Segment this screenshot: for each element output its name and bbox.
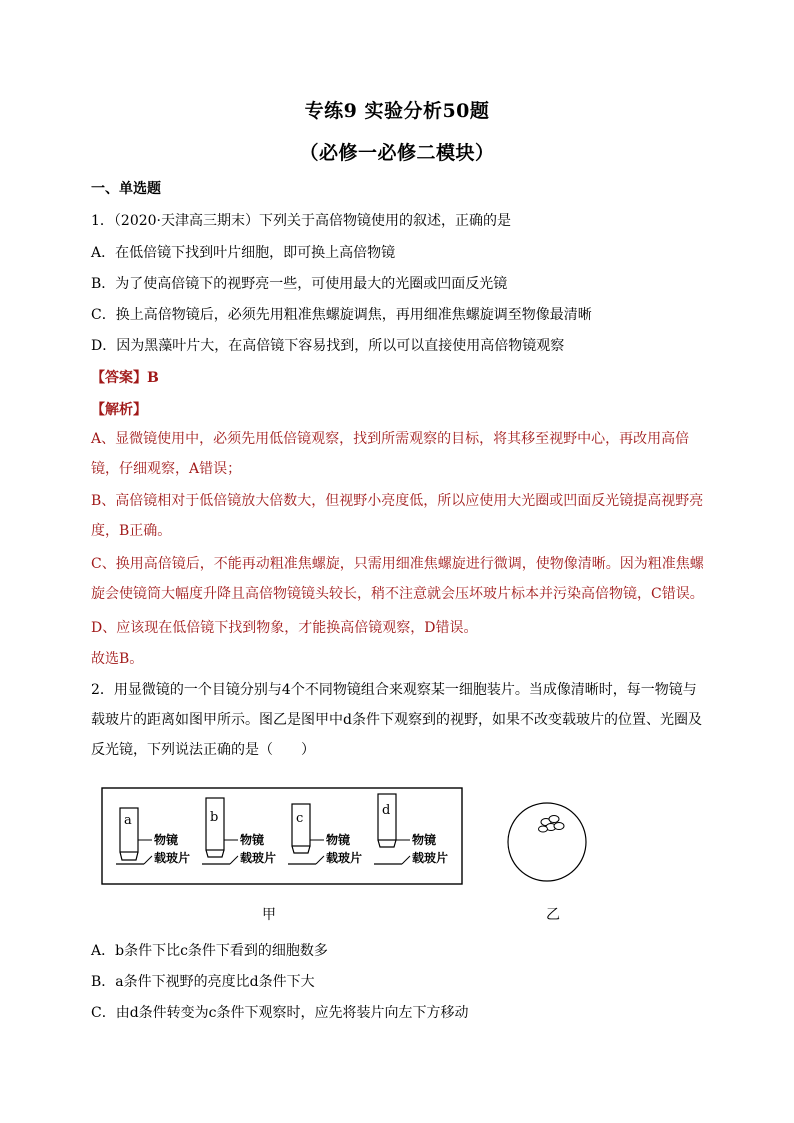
question-2-option-a: A．b条件下比c条件下看到的细胞数多 xyxy=(91,943,328,959)
question-1-analysis-label: 【解析】 xyxy=(91,402,147,418)
document-subtitle: （必修一必修二模块） xyxy=(299,142,495,164)
question-1-option-a: A．在低倍镜下找到叶片细胞，即可换上高倍物镜 xyxy=(91,245,396,261)
caption-yi: 乙 xyxy=(546,907,560,923)
document-title: 专练9 实验分析50题 xyxy=(304,100,490,122)
analysis-paragraph-c: C、换用高倍镜后，不能再动粗准焦螺旋，只需用细准焦螺旋进行微调，使物像清晰。因为粗准焦螺旋会使镜筒大幅度升降且高倍物镜镜头较长，稍不注意就会压坏玻片标本并污染高倍物镜，C错误。 xyxy=(91,556,704,602)
analysis-paragraph-b: B、高倍镜相对于低倍镜放大倍数大，但视野小亮度低，所以应使用大光圈或凹面反光镜提高视野亮度，B正确。 xyxy=(91,493,704,539)
objective-b xyxy=(202,798,238,864)
analysis-paragraph-a: A、显微镜使用中，必须先用低倍镜观察，找到所需观察的目标，将其移至视野中心，再改用高倍镜，仔细观察，A错误； xyxy=(91,431,690,477)
objective-a xyxy=(116,808,152,864)
lens-label-b: 物镜 xyxy=(240,833,265,847)
analysis-conclusion: 故选B。 xyxy=(91,651,144,667)
question-2-option-c: C．由d条件转变为c条件下观察时，应先将装片向左下方移动 xyxy=(91,1005,469,1021)
lens-label-c: 物镜 xyxy=(326,833,351,847)
lens-letter-d: d xyxy=(382,803,391,818)
lens-label-d: 物镜 xyxy=(412,833,437,847)
objective-c xyxy=(288,804,324,864)
slide-label-c: 载玻片 xyxy=(326,851,363,865)
slide-label-d: 载玻片 xyxy=(412,851,449,865)
caption-jia: 甲 xyxy=(262,907,276,923)
slide-label-b: 载玻片 xyxy=(240,851,277,865)
lens-label-a: 物镜 xyxy=(154,833,179,847)
question-2-option-b: B．a条件下视野的亮度比d条件下大 xyxy=(91,974,315,990)
objective-d xyxy=(374,794,410,864)
lens-letter-a: a xyxy=(124,813,132,828)
lens-letter-b: b xyxy=(210,810,219,825)
question-1-option-d: D．因为黑藻叶片大，在高倍镜下容易找到，所以可以直接使用高倍物镜观察 xyxy=(91,338,565,354)
analysis-paragraph-d: D、应该现在低倍镜下找到物象，才能换高倍镜观察，D错误。 xyxy=(91,620,478,636)
slide-label-a: 载玻片 xyxy=(154,851,191,865)
section-heading: 一、单选题 xyxy=(91,181,161,197)
question-2-stem: 2．用显微镜的一个目镜分别与4个不同物镜组合来观察某一细胞装片。当成像清晰时，每一物镜与载玻片的距离如图甲所示。图乙是图甲中d条件下观察到的视野，如果不改变载玻片的位置、光圈及反光镜，下列说法正确的是（ ） xyxy=(91,682,702,758)
figure-jia xyxy=(100,786,700,930)
lens-letter-c: c xyxy=(296,811,304,826)
question-1-option-c: C．换上高倍物镜后，必须先用粗准焦螺旋调焦，再用细准焦螺旋调至物像最清晰 xyxy=(91,307,592,323)
figure-yi-field-of-view xyxy=(508,803,586,881)
question-1-stem: 1．（2020·天津高三期末）下列关于高倍物镜使用的叙述，正确的是 xyxy=(91,213,511,229)
question-1-option-b: B．为了使高倍镜下的视野亮一些，可使用最大的光圈或凹面反光镜 xyxy=(91,276,508,292)
question-1-answer: 【答案】B xyxy=(91,370,159,386)
